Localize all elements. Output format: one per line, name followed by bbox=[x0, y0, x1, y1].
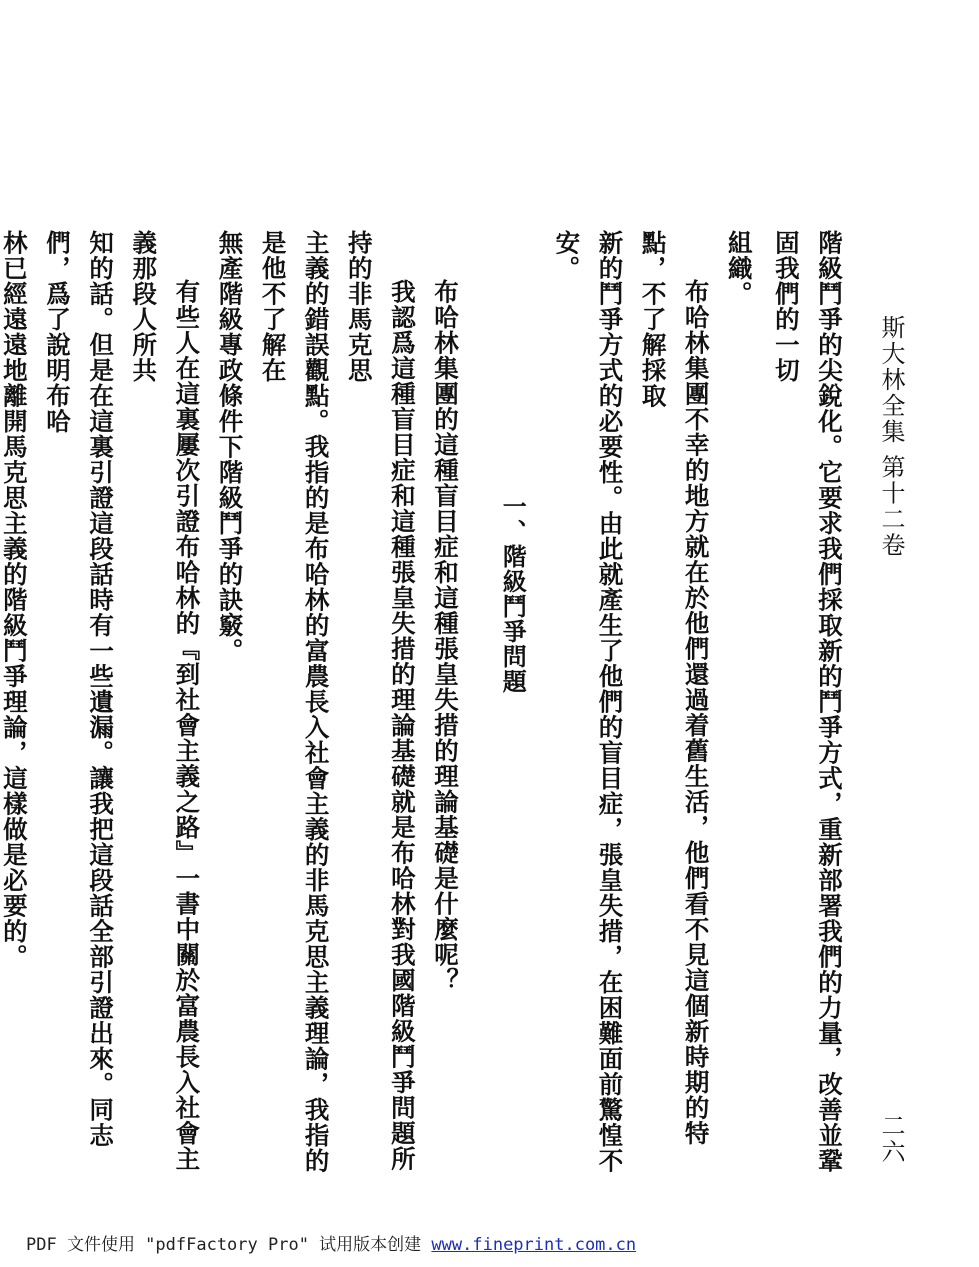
paragraph-3-line-1: 布哈林集團的這種盲目症和這種張皇失措的理論基礎是什麼呢？ bbox=[431, 279, 460, 993]
paragraph-2-line-1: 布哈林集團不幸的地方就在於他們還過着舊生活，他們看不見這個新時期的特點，不了解採取 bbox=[638, 230, 711, 1146]
section-heading: 一、階級鬥爭問題 bbox=[498, 494, 528, 694]
book-title: 斯大林全集 第十二卷 bbox=[877, 315, 905, 559]
page-number: 二六 bbox=[877, 1113, 905, 1165]
paragraph-4-line-1: 我認爲這種盲目症和這種張皇失措的理論基礎就是布哈林對我國階級鬥爭問題所持的非馬克思 bbox=[344, 230, 417, 1172]
paragraph-2-line-2: 新的鬥爭方式的必要性。由此就產生了他們的盲目症，張皇失措，在困難面前驚惶不安。 bbox=[552, 230, 625, 1174]
paragraph-5-line-2: 知的話。但是在這裏引證這段話時有一些遺漏。讓我把這段話全部引證出來。同志們，爲了說明布哈 bbox=[43, 230, 116, 1148]
paragraph-5-line-3: 林已經遠遠地離開馬克思主義的階級鬥爭理論，這樣做是必要的。 bbox=[0, 230, 29, 970]
paragraph-1-line-1: 階級鬥爭的尖銳化。它要求我們採取新的鬥爭方式，重新部署我們的力量，改善並鞏固我們的一切 bbox=[771, 230, 844, 1174]
paragraph-1-line-2: 組織。 bbox=[724, 230, 754, 307]
paragraph-5-line-1: 有些人在這裏屢次引證布哈林的『到社會主義之路』一書中關於富農長入社會主義那段人所共 bbox=[129, 230, 202, 1172]
running-header bbox=[874, 315, 909, 1165]
footer-text: PDF 文件使用 "pdfFactory Pro" 试用版本创建 bbox=[26, 1235, 422, 1255]
paragraph-4-line-2: 主義的錯誤觀點。我指的是布哈林的富農長入社會主義的非馬克思主義理論，我指的是他不了解在 bbox=[258, 230, 331, 1174]
footer-link[interactable]: www.fineprint.com.cn bbox=[431, 1235, 637, 1255]
pdf-footer bbox=[26, 1230, 636, 1255]
page-body bbox=[0, 230, 851, 1180]
paragraph-4-line-3: 無產階級專政條件下階級鬥爭的訣竅。 bbox=[215, 230, 245, 664]
